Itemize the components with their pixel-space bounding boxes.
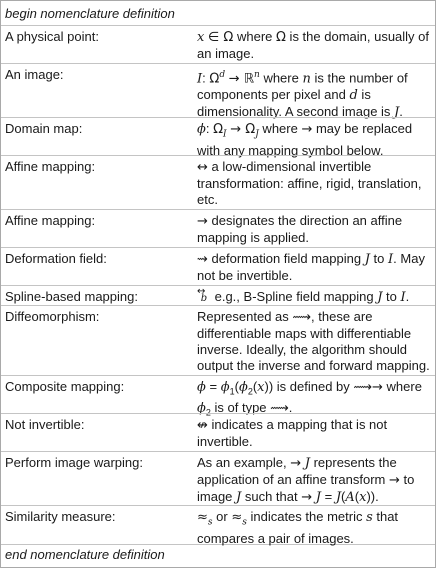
table-row bbox=[1, 63, 435, 121]
term-label: Spline-based mapping: bbox=[5, 289, 138, 304]
table-row bbox=[1, 413, 435, 452]
table-row bbox=[1, 247, 435, 286]
term-label: Similarity measure: bbox=[5, 509, 116, 524]
table-row bbox=[1, 305, 435, 376]
table-footer-row bbox=[1, 543, 435, 567]
table-row bbox=[1, 209, 435, 248]
definition-text: $\phi = \phi_1(\phi_2(x))$ is defined by ⟿→ where $\phi_2$ is of type ⟿. bbox=[197, 379, 422, 418]
term-label: A physical point: bbox=[5, 29, 99, 44]
definition-text: → designates the direction an affine mapping is applied. bbox=[197, 213, 403, 245]
definition-text: ϕ: $\Omega_I \to \Omega_J$ where → may be replaced with any mapping symbol below. bbox=[197, 121, 413, 158]
definition-text: ↔ b e.g., B-Spline field mapping J to I. bbox=[197, 286, 410, 305]
header-text: begin nomenclature definition bbox=[5, 6, 175, 21]
term-label: Affine mapping: bbox=[5, 159, 96, 174]
term-label: An image: bbox=[5, 67, 64, 82]
definition-text: I: $\Omega^d$ → ℝ$^n$ where n is the number of components per pixel and d is dimensionality. A second image is J. bbox=[197, 70, 408, 121]
term-label: Perform image warping: bbox=[5, 455, 143, 470]
table-row bbox=[1, 155, 435, 210]
footer-text: end nomenclature definition bbox=[5, 547, 165, 562]
term-label: Domain map: bbox=[5, 121, 83, 136]
definition-text: x ∈ Ω where Ω is the domain, usually of an image. bbox=[197, 29, 430, 61]
definition-text: Represented as ⟿, these are differentiable maps with differentiable inverse. Ideally, the algorithm should output the inverse and forward mapping. bbox=[197, 309, 430, 373]
definition-text: As an example, → J represents the application of an affine transform → to image J such that → J = J(A(x)). bbox=[197, 455, 415, 505]
table-row bbox=[1, 117, 435, 156]
definition-text: $\approx_s$ or $\approx_s$ indicates the metric s that compares a pair of images. bbox=[197, 509, 399, 546]
table-row bbox=[1, 285, 435, 306]
table-row bbox=[1, 25, 435, 64]
term-label: Composite mapping: bbox=[5, 379, 125, 394]
term-label: Not invertible: bbox=[5, 417, 85, 432]
definition-text: ↔ a low-dimensional invertible transformation: affine, rigid, translation, etc. bbox=[197, 159, 422, 207]
term-label: Diffeomorphism: bbox=[5, 309, 100, 324]
table-header-row bbox=[1, 1, 435, 25]
table-row bbox=[1, 451, 435, 506]
term-label: Affine mapping: bbox=[5, 213, 96, 228]
table-row bbox=[1, 375, 435, 418]
term-label: Deformation field: bbox=[5, 251, 107, 266]
table-row bbox=[1, 505, 435, 545]
definition-text: ⇝ deformation field mapping J to I. May not be invertible. bbox=[197, 251, 425, 283]
definition-text: ↮ indicates a mapping that is not invertible. bbox=[197, 417, 388, 449]
